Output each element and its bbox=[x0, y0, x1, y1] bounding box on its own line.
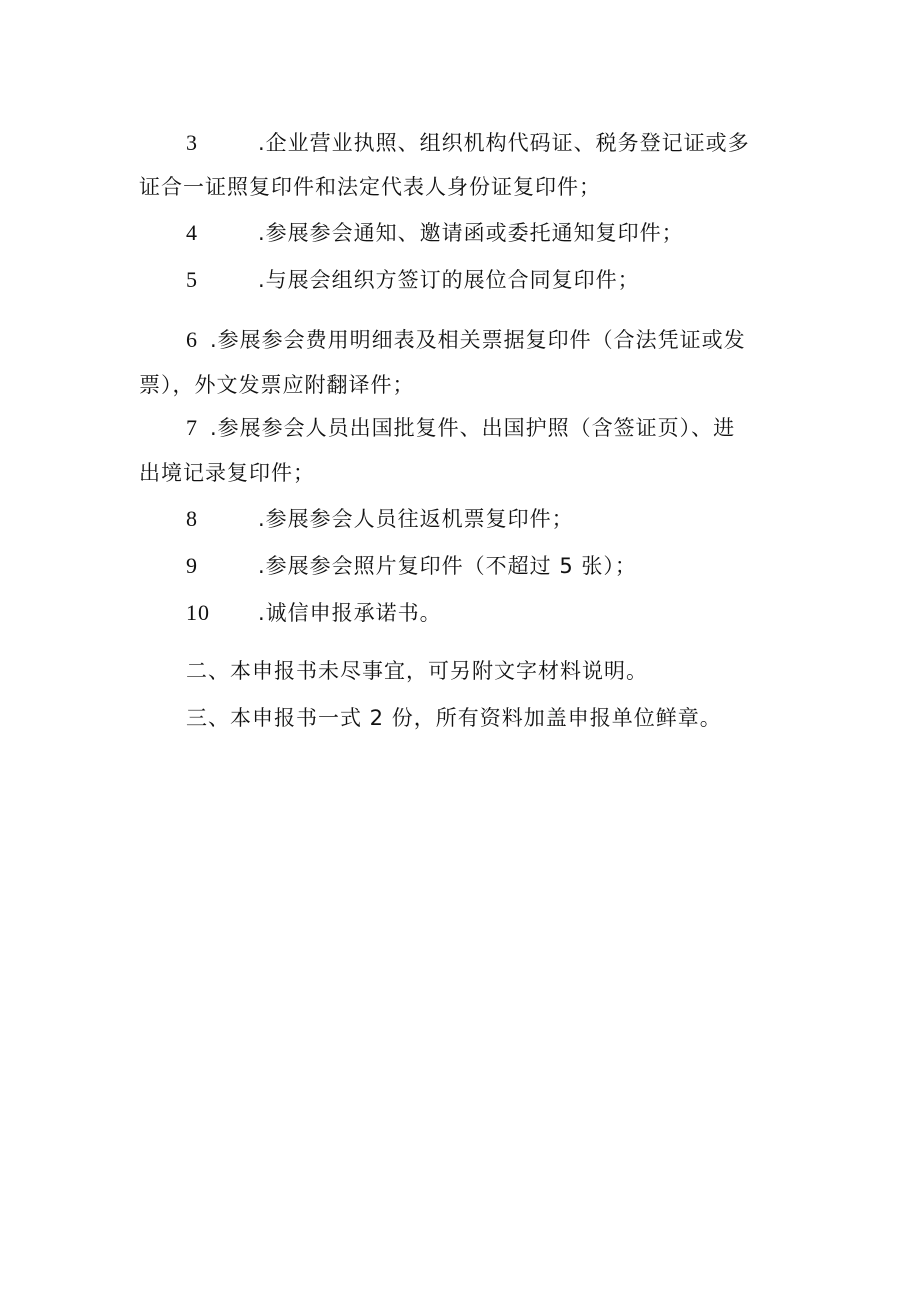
item-number: 5 bbox=[186, 267, 198, 292]
item-text: .诚信申报承诺书。 bbox=[258, 601, 442, 625]
item-text-cont: 出境记录复印件； bbox=[139, 461, 315, 485]
item-text: .参展参会照片复印件（不超过 5 张）； bbox=[258, 554, 637, 578]
item-text-cont: 票），外文发票应附翻译件； bbox=[139, 373, 415, 397]
item-number: 7 bbox=[186, 415, 198, 440]
item-text: .参展参会通知、邀请函或委托通知复印件； bbox=[258, 221, 684, 245]
item-text: .参展参会人员往返机票复印件； bbox=[258, 507, 574, 531]
item-number: 8 bbox=[186, 506, 198, 531]
item-text: .与展会组织方签订的展位合同复印件； bbox=[258, 268, 640, 292]
item-text: .参展参会人员出国批复件、出国护照（含签证页）、进 bbox=[210, 416, 736, 440]
note-text: 三、本申报书一式 2 份，所有资料加盖申报单位鲜章。 bbox=[186, 706, 722, 730]
item-number: 6 bbox=[186, 327, 198, 352]
item-text: .参展参会费用明细表及相关票据复印件（合法凭证或发 bbox=[210, 328, 746, 352]
item-number: 3 bbox=[186, 130, 198, 155]
item-text: .企业营业执照、组织机构代码证、税务登记证或多 bbox=[258, 131, 750, 155]
item-number: 9 bbox=[186, 553, 198, 578]
note-text: 二、本申报书未尽事宜，可另附文字材料说明。 bbox=[186, 659, 648, 683]
item-number: 4 bbox=[186, 220, 198, 245]
item-number: 10 bbox=[186, 600, 210, 625]
item-text-cont: 证合一证照复印件和法定代表人身份证复印件； bbox=[139, 175, 601, 199]
